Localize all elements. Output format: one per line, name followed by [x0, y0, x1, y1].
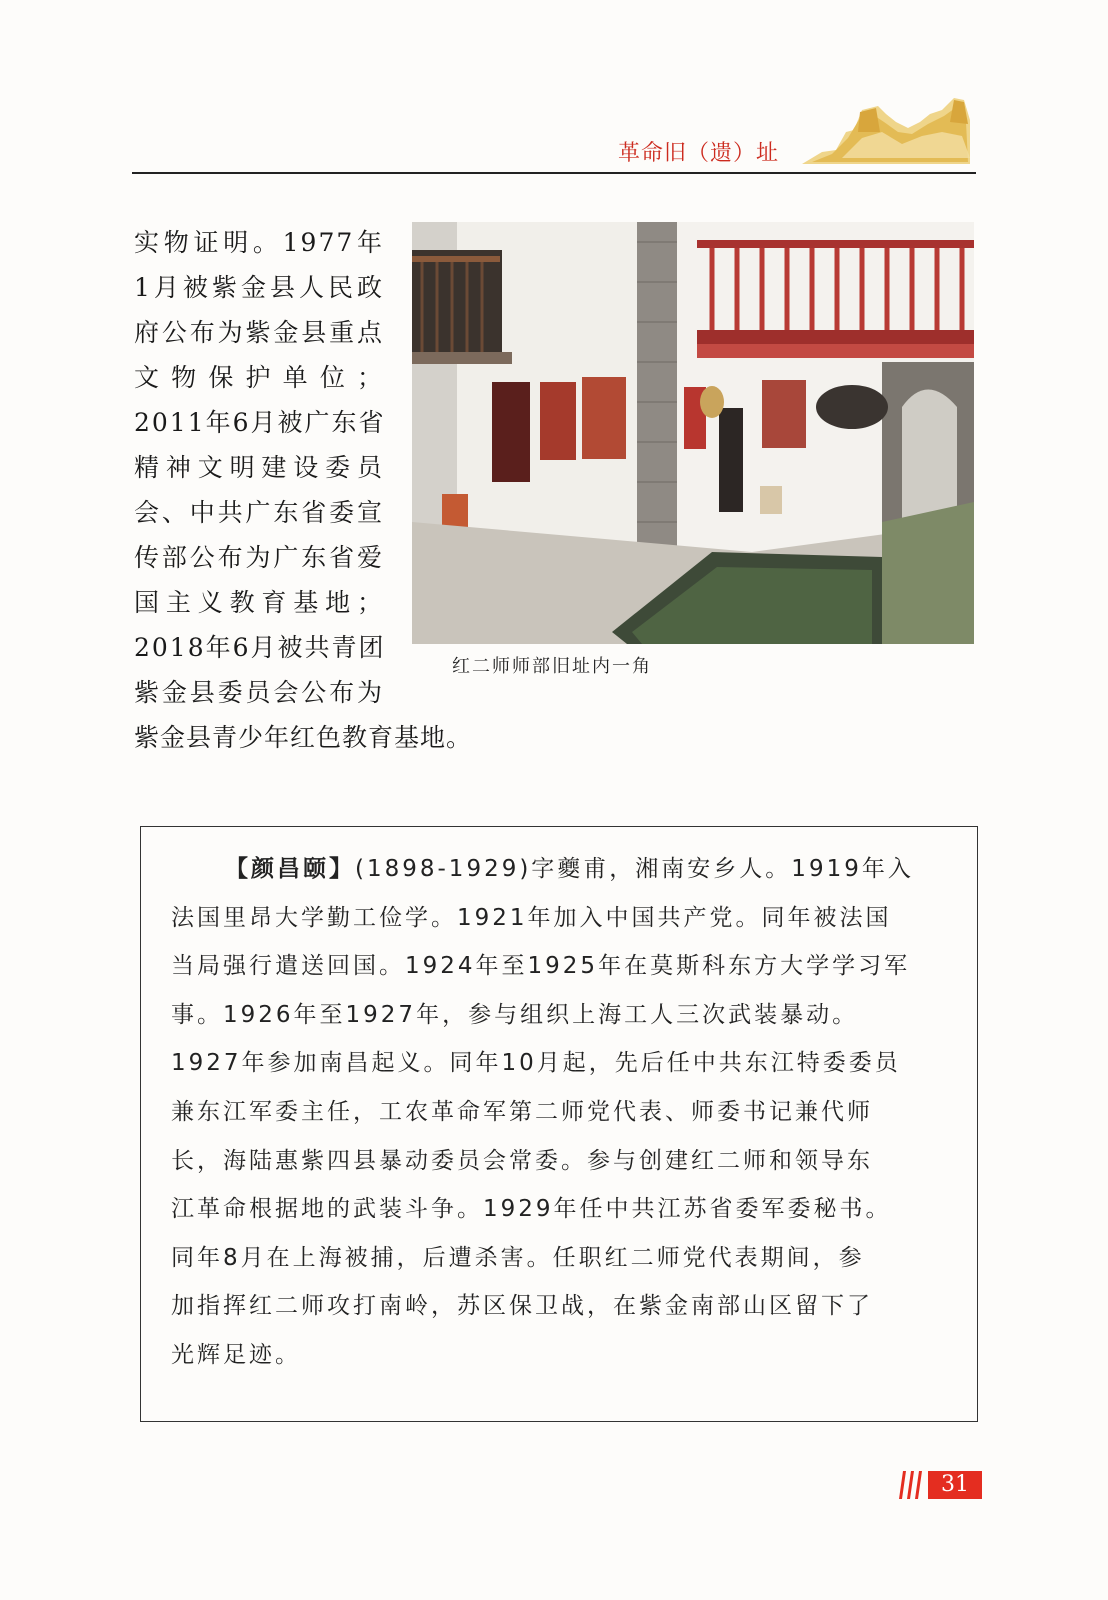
body-line-last: 紫金县青少年红色教育基地。 — [134, 723, 473, 752]
bio-line: 事。1926年至1927年，参与组织上海工人三次武装暴动。 — [171, 1001, 859, 1028]
body-line: 国主义教育基地； — [134, 588, 384, 617]
bio-line: 当局强行遣送回国。1924年至1925年在莫斯科东方大学学习军 — [171, 953, 911, 980]
page-marker-slashes — [893, 1471, 929, 1499]
body-line: 2011年6月被广东省 — [134, 408, 386, 437]
biography-text — [171, 845, 945, 1380]
body-line: 实物证明。1977年 — [134, 228, 384, 257]
great-wall-icon — [802, 92, 972, 168]
bio-line: (1898-1929)字夔甫，湘南安乡人。1919年入 — [355, 856, 914, 882]
body-text-column — [134, 220, 384, 715]
bio-line: 江革命根据地的武装斗争。1929年任中共江苏省委军委秘书。 — [171, 1196, 892, 1223]
body-line: 2018年6月被共青团 — [134, 633, 386, 662]
page-number: 31 — [928, 1471, 982, 1499]
bio-line: 1927年参加南昌起义。同年10月起，先后任中共东江特委委员 — [171, 1050, 901, 1077]
bio-line: 法国里昂大学勤工俭学。1921年加入中国共产党。同年被法国 — [171, 904, 892, 931]
biography-box — [140, 826, 978, 1422]
bio-line: 兼东江军委主任，工农革命军第二师党代表、师委书记兼代师 — [171, 1098, 873, 1125]
bio-line-first — [171, 845, 945, 894]
courtyard-photo — [412, 222, 974, 644]
bio-line: 长，海陆惠紫四县暴动委员会常委。参与创建红二师和领导东 — [171, 1147, 873, 1174]
bio-name: 【颜昌颐】 — [225, 856, 355, 882]
bio-line: 加指挥红二师攻打南岭，苏区保卫战，在紫金南部山区留下了 — [171, 1293, 873, 1320]
body-line: 精神文明建设委员 — [134, 453, 384, 482]
body-line: 紫金县委员会公布为 — [134, 678, 384, 707]
bio-line: 光辉足迹。 — [171, 1341, 301, 1368]
photo-caption: 红二师师部旧址内一角 — [452, 656, 652, 677]
section-title: 革命旧（遗）址 — [618, 141, 780, 166]
body-line: 府公布为紫金县重点 — [134, 318, 384, 347]
header-divider — [132, 172, 976, 174]
body-line: 传部公布为广东省爱 — [134, 543, 384, 572]
body-line: 会、中共广东省委宣 — [134, 498, 384, 527]
body-line: 文物保护单位； — [134, 363, 384, 392]
body-line: 1月被紫金县人民政 — [134, 273, 384, 302]
bio-line: 同年8月在上海被捕，后遭杀害。任职红二师党代表期间，参 — [171, 1244, 865, 1271]
